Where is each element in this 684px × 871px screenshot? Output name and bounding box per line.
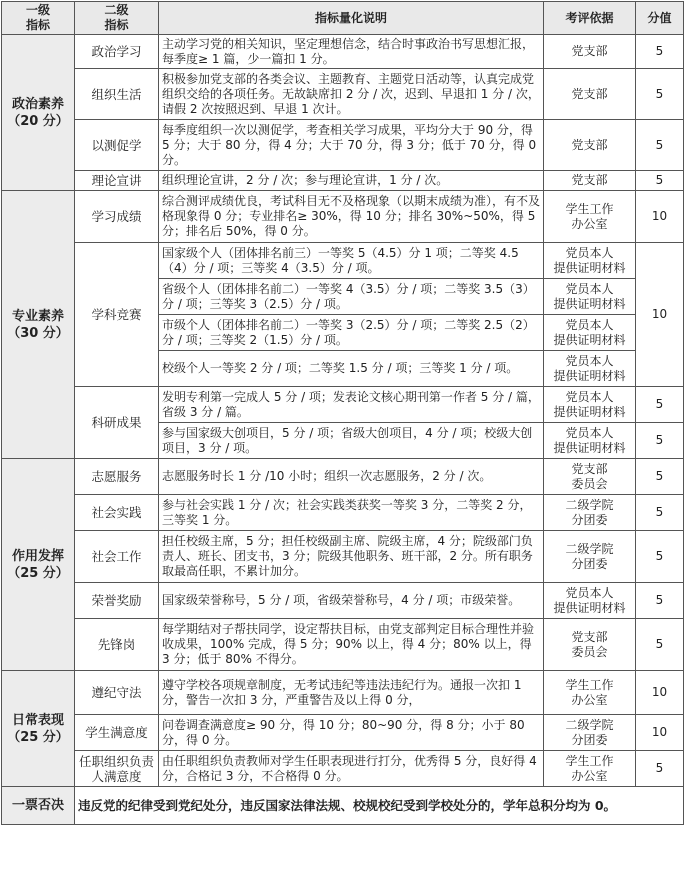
item-label: 学生满意度: [75, 715, 159, 751]
item-label: 荣誉奖励: [75, 583, 159, 619]
item-label: 遵纪守法: [75, 671, 159, 715]
item-description: 每学期结对子帮扶同学，设定帮扶目标，由党支部判定目标合理性并验收成果，100% 完成，得 5 分；90% 以上，得 4 分；80% 以上，得 3 分；低于 80% 不得分。: [159, 619, 544, 671]
item-basis: 党支部: [544, 35, 636, 69]
veto-row: [2, 787, 684, 825]
item-score: 10: [636, 191, 684, 243]
item-label: 科研成果: [75, 387, 159, 459]
item-score: 5: [636, 751, 684, 787]
item-score: 5: [636, 459, 684, 495]
item-description: 组织理论宣讲，2 分 / 次；参与理论宣讲，1 分 / 次。: [159, 171, 544, 191]
table-row: [2, 459, 684, 495]
item-score: 5: [636, 171, 684, 191]
item-score: 5: [636, 583, 684, 619]
header-basis: 考评依据: [544, 2, 636, 35]
item-description: 遵守学校各项规章制度，无考试违纪等违法违纪行为。通报一次扣 1 分，警告一次扣 3 分，严重警告及以上得 0 分，: [159, 671, 544, 715]
item-score: 5: [636, 619, 684, 671]
item-basis: 党支部 委员会: [544, 619, 636, 671]
item-description: 担任校级主席，5 分；担任校级副主席、院级主席，4 分；院级部门负责人、班长、团支书，3 分；院级其他职务、班干部，2 分。所有职务取最高任职，不累计加分。: [159, 531, 544, 583]
table-row: [2, 531, 684, 583]
item-basis: 党支部: [544, 171, 636, 191]
header-description: 指标量化说明: [159, 2, 544, 35]
item-description: 每季度组织一次以测促学，考查相关学习成果，平均分大于 90 分，得 5 分；大于 80 分，得 4 分；大于 70 分，得 3 分；低于 70 分，得 0 分。: [159, 120, 544, 171]
item-basis: 党员本人 提供证明材料: [544, 279, 636, 315]
item-description: 由任职组织负责教师对学生任职表现进行打分，优秀得 5 分，良好得 4 分，合格记 3 分，不合格得 0 分。: [159, 751, 544, 787]
item-description: 省级个人（团体排名前二）一等奖 4（3.5）分 / 项；二等奖 3.5（3）分 / 项；三等奖 3（2.5）分 / 项。: [159, 279, 544, 315]
item-label: 社会实践: [75, 495, 159, 531]
table-row: [2, 715, 684, 751]
item-score: 10: [636, 671, 684, 715]
item-label: 理论宣讲: [75, 171, 159, 191]
item-description: 国家级个人（团体排名前三）一等奖 5（4.5）分 1 项；二等奖 4.5（4）分 / 项；三等奖 4（3.5）分 / 项。: [159, 243, 544, 279]
item-label: 组织生活: [75, 69, 159, 120]
table-row: [2, 120, 684, 171]
item-score: 5: [636, 387, 684, 423]
table-row: [2, 171, 684, 191]
item-score: 5: [636, 35, 684, 69]
item-description: 积极参加党支部的各类会议、主题教育、主题党日活动等，认真完成党组织交给的各项任务。无故缺席扣 2 分 / 次，迟到、早退扣 1 分 / 次，请假 2 次按照迟到、早退 1 次计。: [159, 69, 544, 120]
item-basis: 党员本人 提供证明材料: [544, 351, 636, 387]
item-basis: 党员本人 提供证明材料: [544, 315, 636, 351]
item-description: 国家级荣誉称号，5 分 / 项，省级荣誉称号，4 分 / 项；市级荣誉。: [159, 583, 544, 619]
section-label: 作用发挥 （25 分）: [2, 459, 75, 671]
table-row: [2, 495, 684, 531]
item-basis: 党员本人 提供证明材料: [544, 423, 636, 459]
item-basis: 二级学院 分团委: [544, 495, 636, 531]
table-row: [2, 387, 684, 423]
item-score: 5: [636, 495, 684, 531]
evaluation-table: [1, 1, 684, 825]
item-label: 以测促学: [75, 120, 159, 171]
item-label: 社会工作: [75, 531, 159, 583]
table-row: [2, 191, 684, 243]
item-basis: 学生工作 办公室: [544, 671, 636, 715]
table-row: [2, 751, 684, 787]
item-basis: 学生工作 办公室: [544, 751, 636, 787]
item-description: 校级个人一等奖 2 分 / 项；二等奖 1.5 分 / 项；三等奖 1 分 / 项。: [159, 351, 544, 387]
item-description: 问卷调查满意度≥ 90 分，得 10 分；80~90 分，得 8 分；小于 80 分，得 0 分。: [159, 715, 544, 751]
table-row: [2, 69, 684, 120]
item-description: 市级个人（团体排名前二）一等奖 3（2.5）分 / 项；二等奖 2.5（2）分 / 项；三等奖 2（1.5）分 / 项。: [159, 315, 544, 351]
item-description: 参与国家级大创项目，5 分 / 项；省级大创项目，4 分 / 项；校级大创项目，3 分 / 项。: [159, 423, 544, 459]
item-description: 参与社会实践 1 分 / 次；社会实践类获奖一等奖 3 分，二等奖 2 分，三等奖 1 分。: [159, 495, 544, 531]
header-level1: 一级 指标: [2, 2, 75, 35]
section-label: 政治素养 （20 分）: [2, 35, 75, 191]
item-label: 先锋岗: [75, 619, 159, 671]
table-header-row: [2, 2, 684, 35]
item-score: 5: [636, 69, 684, 120]
item-score: 5: [636, 531, 684, 583]
item-score: 10: [636, 243, 684, 387]
table-row: [2, 35, 684, 69]
item-description: 主动学习党的相关知识，坚定理想信念，结合时事政治书写思想汇报，每季度≥ 1 篇，少一篇扣 1 分。: [159, 35, 544, 69]
header-score: 分值: [636, 2, 684, 35]
section-label: 日常表现 （25 分）: [2, 671, 75, 787]
item-description: 志愿服务时长 1 分 /10 小时；组织一次志愿服务，2 分 / 次。: [159, 459, 544, 495]
item-basis: 党员本人 提供证明材料: [544, 243, 636, 279]
table-row: [2, 619, 684, 671]
item-label: 学科竞赛: [75, 243, 159, 387]
header-level2: 二级 指标: [75, 2, 159, 35]
item-description: 综合测评成绩优良，考试科目无不及格现象（以期末成绩为准），有不及格现象得 0 分；专业排名≥ 30%，得 10 分；排名 30%~50%，得 5 分；排名后 50%，得 0 分。: [159, 191, 544, 243]
item-basis: 党支部: [544, 69, 636, 120]
item-description: 发明专利第一完成人 5 分 / 项；发表论文核心期刊第一作者 5 分 / 篇，省级 3 分 / 篇。: [159, 387, 544, 423]
item-basis: 党员本人 提供证明材料: [544, 583, 636, 619]
item-basis: 党员本人 提供证明材料: [544, 387, 636, 423]
item-basis: 党支部: [544, 120, 636, 171]
item-label: 志愿服务: [75, 459, 159, 495]
item-label: 任职组织负责人满意度: [75, 751, 159, 787]
item-score: 5: [636, 120, 684, 171]
item-label: 政治学习: [75, 35, 159, 69]
table-row: [2, 243, 684, 279]
item-basis: 学生工作 办公室: [544, 191, 636, 243]
item-basis: 二级学院 分团委: [544, 531, 636, 583]
veto-text: 违反党的纪律受到党纪处分，违反国家法律法规、校规校纪受到学校处分的，学年总积分均为 0。: [75, 787, 684, 825]
item-label: 学习成绩: [75, 191, 159, 243]
table-row: [2, 583, 684, 619]
item-basis: 党支部 委员会: [544, 459, 636, 495]
item-basis: 二级学院 分团委: [544, 715, 636, 751]
section-label: 专业素养 （30 分）: [2, 191, 75, 459]
item-score: 10: [636, 715, 684, 751]
veto-label: 一票否决: [2, 787, 75, 825]
table-row: [2, 671, 684, 715]
item-score: 5: [636, 423, 684, 459]
